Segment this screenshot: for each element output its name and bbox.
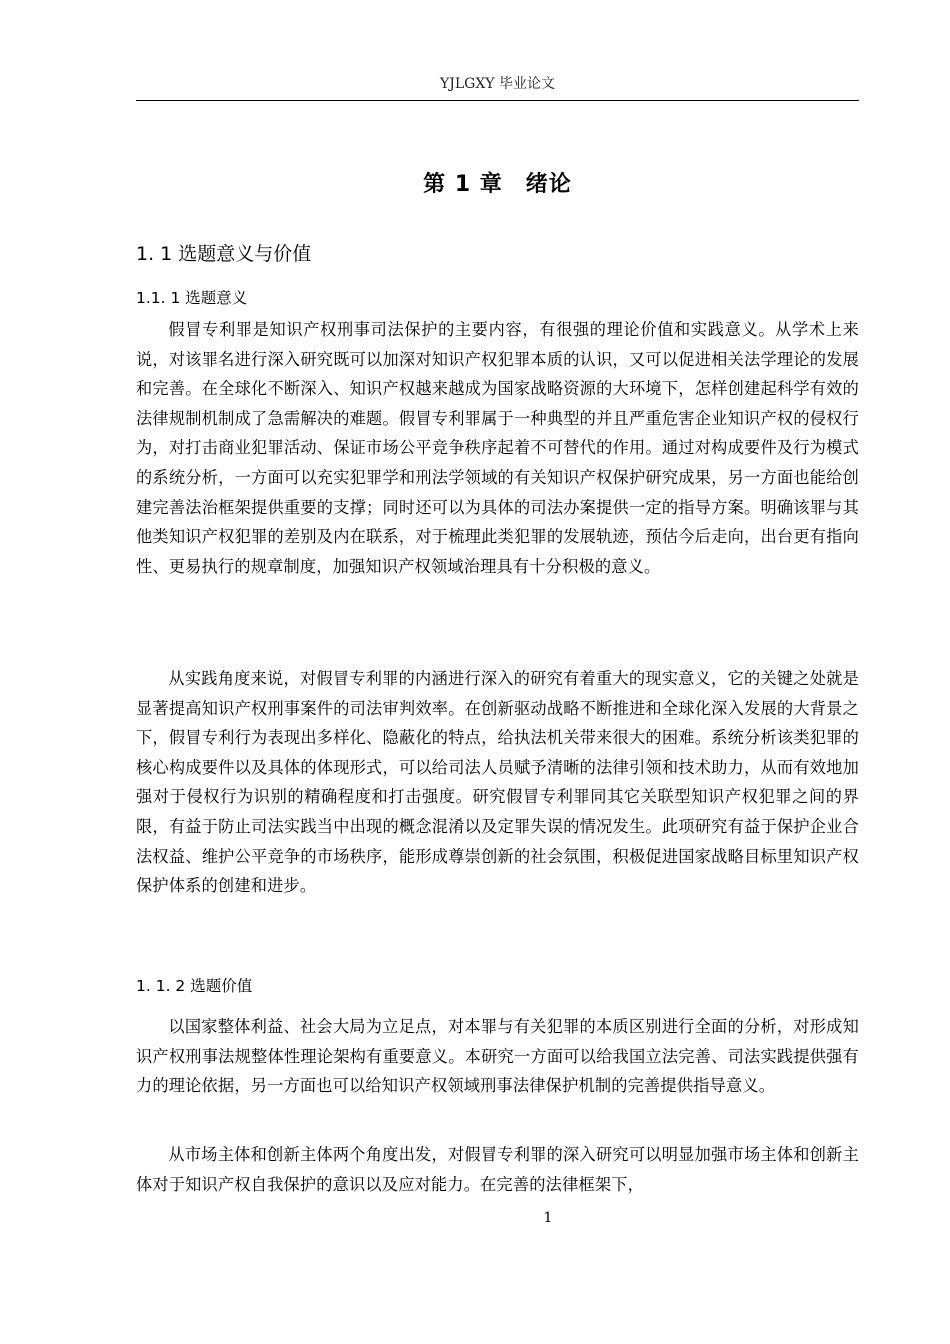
body-paragraph: 从实践角度来说，对假冒专利罪的内涵进行深入的研究有着重大的现实意义，它的关键之处就是显著提高知识产权刑事案件的司法审判效率。在创新驱动战略不断推进和全球化深入发展的大背景之下，假冒专利行为表现出多样化、隐蔽化的特点，给执法机关带来很大的困难。系统分析该类犯罪的核心构成要件以及具体的体现形式，可以给司法人员赋予清晰的法律引领和技术助力，从而有效地加强对于侵权行为识别的精确程度和打击强度。研究假冒专利罪同其它关联型知识产权犯罪之间的界限，有益于防止司法实践当中出现的概念混淆以及定罪失误的情况发生。此项研究有益于保护企业合法权益、维护公平竞争的市场秩序，能形成尊崇创新的社会氛围，积极促进国家战略目标里知识产权保护体系的创建和进步。 xyxy=(136,669,859,896)
chapter-title: 第 1 章 绪论 xyxy=(423,172,572,197)
body-paragraph: 从市场主体和创新主体两个角度出发，对假冒专利罪的深入研究可以明显加强市场主体和创新主体对于知识产权自我保护的意识以及应对能力。在完善的法律框架下， xyxy=(136,1145,859,1194)
section-heading: 1. 1 选题意义与价值 xyxy=(136,243,312,265)
header-divider xyxy=(136,100,859,101)
subsection-heading-significance: 1.1. 1 选题意义 xyxy=(136,289,248,307)
subsection-heading-value: 1. 1. 2 选题价值 xyxy=(136,977,253,995)
body-paragraph: 以国家整体利益、社会大局为立足点，对本罪与有关犯罪的本质区别进行全面的分析，对形成知识产权刑事法规整体性理论架构有重要意义。本研究一方面可以给我国立法完善、司法实践提供强有力的理论依据，另一方面也可以给知识产权领域刑事法律保护机制的完善提供指导意义。 xyxy=(136,1017,859,1096)
running-header: YJLGXY 毕业论文 xyxy=(440,76,555,92)
body-paragraph: 假冒专利罪是知识产权刑事司法保护的主要内容，有很强的理论价值和实践意义。从学术上来说，对该罪名进行深入研究既可以加深对知识产权犯罪本质的认识，又可以促进相关法学理论的发展和完善。在全球化不断深入、知识产权越来越成为国家战略资源的大环境下，怎样创建起科学有效的法律规制机制成了急需解决的难题。假冒专利罪属于一种典型的并且严重危害企业知识产权的侵权行为，对打击商业犯罪活动、保证市场公平竞争秩序起着不可替代的作用。通过对构成要件及行为模式的系统分析，一方面可以充实犯罪学和刑法学领域的有关知识产权保护研究成果，另一方面也能给创建完善法治框架提供重要的支撑；同时还可以为具体的司法办案提供一定的指导方案。明确该罪与其他类知识产权犯罪的差别及内在联系，对于梳理此类犯罪的发展轨迹，预估今后走向，出台更有指向性、更易执行的规章制度，加强知识产权领域治理具有十分积极的意义。 xyxy=(136,320,859,576)
page-number: 1 xyxy=(543,1210,553,1226)
